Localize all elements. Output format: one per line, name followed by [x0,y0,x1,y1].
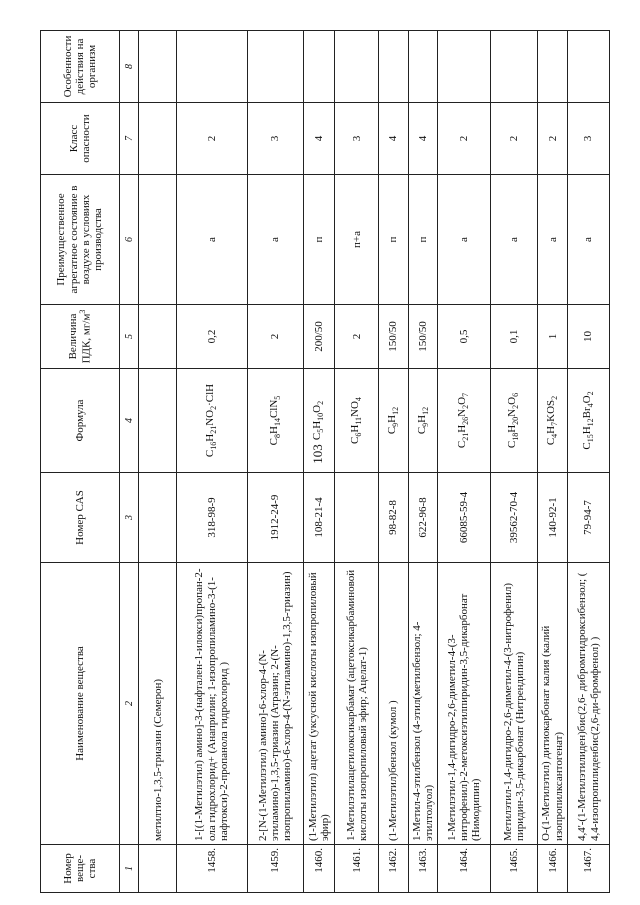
cell-cas: 39562-70-4 [490,473,538,563]
cell-mpc: 0,1 [490,305,538,369]
header-number: Номер веще-ства [41,845,120,893]
cell-formula: $C_4H_7KOS_2$ [538,369,568,473]
cell-cas: 140-92-1 [538,473,568,563]
cell-effects [379,31,409,103]
cell-cas: 1912-24-9 [247,473,303,563]
page-number: 103 [310,444,325,464]
cell-effects [247,31,303,103]
cell-number: 1464. [438,845,490,893]
table-row [303,31,335,893]
column-number: 7 [120,103,139,175]
table-row [438,31,490,893]
cell-cas: 108-21-4 [303,473,335,563]
cell-hazard-class: 4 [379,103,409,175]
cell-mpc: 0,2 [177,305,247,369]
cell-state: а [490,175,538,305]
cell-effects [303,31,335,103]
cell-formula: $C_6H_{11}NO_4$ [335,369,379,473]
cell-mpc [139,305,177,369]
cell-name: метилтио-1,3,5-триазин (Семерон) [139,563,177,845]
cell-effects [438,31,490,103]
cell-formula: $C_9H_{12}$ [379,369,409,473]
header-cas: Номер CAS [41,473,120,563]
cell-formula: $C_{21}H_{26}N_2O_7$ [438,369,490,473]
cell-hazard-class: 4 [408,103,438,175]
cell-name: 1-Метил-4-этилбензол (4-этил(метилбензол; 4-этилтолуол) [408,563,438,845]
cell-name: (1-Метилэтил)бензол (кумол ) [379,563,409,845]
cell-number: 1460. [303,845,335,893]
cell-formula: $C_{15}H_{12}Br_4O_2$ [568,369,610,473]
cell-state: п+а [335,175,379,305]
cell-mpc: 0,5 [438,305,490,369]
cell-mpc: 200/50 [303,305,335,369]
cell-state [139,175,177,305]
column-number: 5 [120,305,139,369]
cell-name: 1-Метилэтилацетилоксикарбамат (ацетоксикарбаминовой кислоты изопропиловый эфир; Ацелат-1) [335,563,379,845]
cell-state: а [247,175,303,305]
column-number: 2 [120,563,139,845]
cell-effects [139,31,177,103]
cell-mpc: 150/50 [379,305,409,369]
cell-name: 4,4'-(1-Метилэтилиден)бис(2,6- дибромгидроксибензол; ( 4,4-изопропилиденбис(2,6-ди-бромфенол) ) [568,563,610,845]
cell-cas: 622-96-8 [408,473,438,563]
header-formula: Формула [41,369,120,473]
table-row [335,31,379,893]
header-name: Наименование вещества [41,563,120,845]
cell-effects [335,31,379,103]
table-row [568,31,610,893]
table-header-row [41,31,120,893]
cell-state: а [568,175,610,305]
column-number: 3 [120,473,139,563]
cell-cas: 66085-59-4 [438,473,490,563]
header-effects: Особенности действия на организм [41,31,120,103]
cell-effects [568,31,610,103]
cell-number: 1466. [538,845,568,893]
cell-number: 1465. [490,845,538,893]
column-number-row [120,31,139,893]
cell-mpc: 2 [335,305,379,369]
cell-state: а [438,175,490,305]
cell-name: 1-[(1-Метилэтил) амино]-3-(нафтален-1-илокси)пропан-2-ола гидрохлорид+ (Анаприлин; 1-изопропиламино-3-(1-нафтокси)-2-пропанола гидрохлорид ) [177,563,247,845]
cell-number: 1462. [379,845,409,893]
cell-hazard-class: 3 [335,103,379,175]
cell-formula: $C_{16}H_{21}NO_2\cdot ClH$ [177,369,247,473]
cell-hazard-class: 2 [438,103,490,175]
cell-hazard-class: 2 [177,103,247,175]
column-number: 6 [120,175,139,305]
cell-number [139,845,177,893]
cell-name: 2-[N-(1-Метилэтил) амино]-6-хлор-4-(N- этиламино)-1,3,5-триазин (Атразин; 2-(N-изопропиламино)-6-хлор-4-(N-этиламино)-1,3,5-триазин) [247,563,303,845]
cell-formula: $C_9H_{12}$ [408,369,438,473]
table-row [538,31,568,893]
header-state: Преимущественное агрегатное состояние в воздухе в условиях производства [41,175,120,305]
cell-hazard-class: 2 [538,103,568,175]
cell-cas: 98-82-8 [379,473,409,563]
cell-formula: $C_5H_{10}O_2$ [303,369,335,473]
table-row [408,31,438,893]
rotated-table-sheet [40,31,610,893]
column-number: 1 [120,845,139,893]
cell-number: 1463. [408,845,438,893]
cell-state: п [408,175,438,305]
cell-effects [490,31,538,103]
cell-name: О-(1-Метилэтил) дитиокарбонат калия (калий изопропилксантогенат) [538,563,568,845]
table-row [177,31,247,893]
cell-mpc: 10 [568,305,610,369]
cell-cas [335,473,379,563]
cell-hazard-class: 4 [303,103,335,175]
cell-name: (1-Метилэтил) ацетат (уксусной кислоты изопропиловый эфир) [303,563,335,845]
cell-number: 1458. [177,845,247,893]
cell-state: а [538,175,568,305]
cell-hazard-class [139,103,177,175]
cell-name: 1-Метилэтил-1,4-дигидро-2,6-диметил-4-(3-нитрофенил)-2-метоксиэтилпиридин-3,5-дикарбонат (Нимодипин) [438,563,490,845]
cell-effects [408,31,438,103]
cell-mpc: 150/50 [408,305,438,369]
cell-mpc: 2 [247,305,303,369]
cell-formula [139,369,177,473]
cell-hazard-class: 3 [247,103,303,175]
cell-number: 1461. [335,845,379,893]
cell-formula: $C_{18}H_{20}N_2O_6$ [490,369,538,473]
cell-number: 1459. [247,845,303,893]
column-number: 8 [120,31,139,103]
continuation-row [139,31,177,893]
cell-cas: 318-98-9 [177,473,247,563]
cell-cas: 79-94-7 [568,473,610,563]
substances-table [40,30,610,893]
cell-hazard-class: 3 [568,103,610,175]
cell-state: а [177,175,247,305]
cell-name: Метилэтил-1,4-дигидро-2,6-диметил-4-(3-нитрофенил) пиридин-3,5-дикарбонат (Нитрендипин) [490,563,538,845]
table-row [247,31,303,893]
cell-state: п [303,175,335,305]
cell-effects [177,31,247,103]
cell-state: п [379,175,409,305]
table-row [379,31,409,893]
table-row [490,31,538,893]
column-number: 4 [120,369,139,473]
cell-hazard-class: 2 [490,103,538,175]
cell-cas [139,473,177,563]
header-mpc: Величина ПДК, $мг/м^3$ [41,305,120,369]
cell-mpc: 1 [538,305,568,369]
cell-effects [538,31,568,103]
header-hazard-class: Класс опасности [41,103,120,175]
cell-number: 1467. [568,845,610,893]
cell-formula: $C_8H_{14}ClN_5$ [247,369,303,473]
